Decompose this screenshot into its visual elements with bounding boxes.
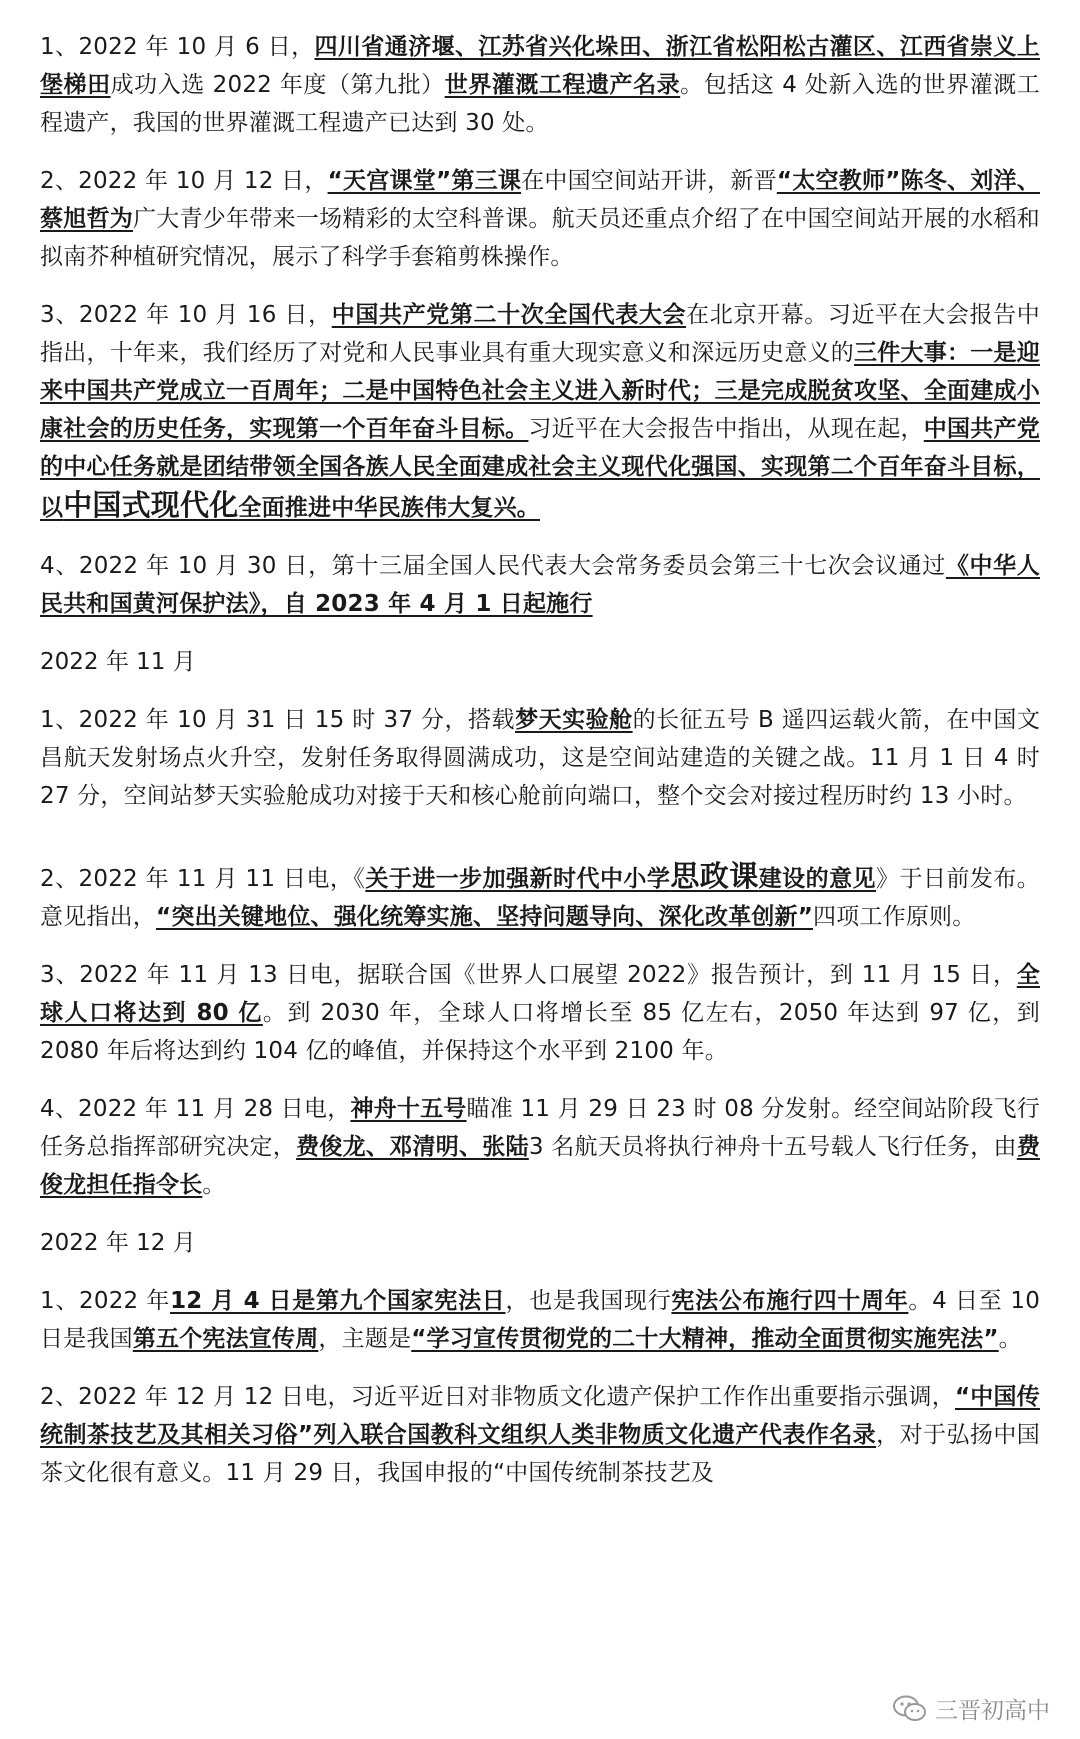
key-point: 三件大事：一是迎来中国共产党成立一百周年；二是中国特色社会主义进入新时代；三是完成脱贫攻坚、全面建成小康社会的历史任务，实现第一个百年奋斗目标。 bbox=[40, 340, 1040, 442]
key-point: 宪法公布施行四十周年 bbox=[671, 1288, 909, 1314]
key-point: “天宫课堂”第三课 bbox=[327, 168, 522, 194]
key-point: 中国共产党第二十次全国代表大会 bbox=[331, 302, 687, 328]
key-point: 12 月 4 日是第九个国家宪法日 bbox=[170, 1288, 506, 1314]
key-point: 全球人口将达到 80 亿 bbox=[40, 962, 1040, 1026]
item-dec-2: 2、2022 年 12 月 12 日电，习近平近日对非物质文化遗产保护工作作出重要指示强调，“中国传统制茶技艺及其相关习俗”列入联合国教科文组织人类非物质文化遗产代表作名录，对于弘扬中国茶文化很有意义。11 月 29 日，我国申报的“中国传统制茶技艺及 bbox=[40, 1384, 1040, 1486]
key-point: “中国传统制茶技艺及其相关习俗”列入联合国教科文组织人类非物质文化遗产代表作名录 bbox=[40, 1384, 1040, 1448]
key-point: 梦天实验舱 bbox=[515, 707, 633, 733]
wechat-icon bbox=[893, 1695, 927, 1723]
key-point: 四川省通济堰、江苏省兴化垛田、浙江省松阳松古灌区、江西省崇义上堡梯田 bbox=[40, 34, 1040, 98]
key-point: 《中华人民共和国黄河保护法》，自 2023 年 4 月 1 日起施行 bbox=[40, 553, 1040, 617]
key-point: 费俊龙担任指令长 bbox=[40, 1134, 1041, 1198]
item-oct-3: 3、2022 年 10 月 16 日，中国共产党第二十次全国代表大会在北京开幕。习近平在大会报告中指出，十年来，我们经历了对党和人民事业具有重大现实意义和深远历史意义的三件大事：一是迎来中国共产党成立一百周年；二是中国特色社会主义进入新时代；三是完成脱贫攻坚、全面建成小康社会的历史任务，实现第一个百年奋斗目标。习近平在大会报告中指出，从现在起，中国共产党的中心任务就是团结带领全国各族人民全面建成社会主义现代化强国、实现第二个百年奋斗目标，以中国式现代化全面推进中华民族伟大复兴。 bbox=[40, 302, 1041, 522]
item-oct-4: 4、2022 年 10 月 30 日，第十三届全国人民代表大会常务委员会第三十七次会议通过《中华人民共和国黄河保护法》，自 2023 年 4 月 1 日起施行 bbox=[40, 553, 1040, 617]
document-page bbox=[40, 28, 1040, 1512]
key-point: 关于进一步加强新时代中小学思政课建设的意见 bbox=[365, 859, 877, 893]
item-dec-1: 1、2022 年12 月 4 日是第九个国家宪法日，也是我国现行宪法公布施行四十周年。4 日至 10 日是我国第五个宪法宣传周，主题是“学习宣传贯彻党的二十大精神，推动全面贯彻实施宪法”。 bbox=[40, 1288, 1041, 1352]
key-point: “太空教师”陈冬、刘洋、蔡旭哲为 bbox=[40, 168, 1040, 232]
spacer bbox=[40, 835, 1040, 857]
month-heading-dec: 2022 年 12 月 bbox=[40, 1230, 196, 1256]
item-nov-3: 3、2022 年 11 月 13 日电，据联合国《世界人口展望 2022》报告预计，到 11 月 15 日，全球人口将达到 80 亿。到 2030 年，全球人口将增长至 85 亿左右，2050 年达到 97 亿，到 2080 年后将达到约 104 亿的峰值，并保持这个水平到 2100 年。 bbox=[40, 962, 1040, 1064]
key-point: 第五个宪法宣传周 bbox=[132, 1326, 319, 1352]
item-oct-1: 1、2022 年 10 月 6 日，四川省通济堰、江苏省兴化垛田、浙江省松阳松古灌区、江西省崇义上堡梯田成功入选 2022 年度（第九批）世界灌溉工程遗产名录。包括这 4 处新入选的世界灌溉工程遗产，我国的世界灌溉工程遗产已达到 30 处。 bbox=[40, 34, 1041, 136]
watermark-text: 三晋初高中 bbox=[935, 1698, 1050, 1724]
key-point: “学习宣传贯彻党的二十大精神，推动全面贯彻实施宪法” bbox=[411, 1326, 999, 1352]
watermark bbox=[893, 1692, 1050, 1725]
item-nov-2: 2、2022 年 11 月 11 日电，《关于进一步加强新时代中小学思政课建设的意见》于日前发布。意见指出，“突出关键地位、强化统筹实施、坚持问题导向、深化改革创新”四项工作原则。 bbox=[40, 859, 1040, 930]
item-oct-2: 2、2022 年 10 月 12 日，“天宫课堂”第三课在中国空间站开讲，新晋“太空教师”陈冬、刘洋、蔡旭哲为广大青少年带来一场精彩的太空科普课。航天员还重点介绍了在中国空间站开展的水稻和拟南芥种植研究情况，展示了科学手套箱剪株操作。 bbox=[40, 168, 1040, 270]
key-point: 世界灌溉工程遗产名录 bbox=[444, 72, 681, 98]
month-heading-nov: 2022 年 11 月 bbox=[40, 649, 196, 675]
key-point: 神舟十五号 bbox=[350, 1096, 467, 1122]
item-nov-1: 1、2022 年 10 月 31 日 15 时 37 分，搭载梦天实验舱的长征五号 B 遥四运载火箭，在中国文昌航天发射场点火升空，发射任务取得圆满成功，这是空间站建造的关键之战。11 月 1 日 4 时 27 分，空间站梦天实验舱成功对接于天和核心舱前向端口，整个交会对接过程历时约 13 小时。 bbox=[40, 707, 1041, 809]
key-point: 中国共产党的中心任务就是团结带领全国各族人民全面建成社会主义现代化强国、实现第二个百年奋斗目标，以中国式现代化全面推进中华民族伟大复兴。 bbox=[40, 416, 1041, 522]
key-point: 费俊龙、邓清明、张陆 bbox=[296, 1134, 529, 1160]
key-point: “突出关键地位、强化统筹实施、坚持问题导向、深化改革创新” bbox=[156, 904, 814, 930]
item-nov-4: 4、2022 年 11 月 28 日电，神舟十五号瞄准 11 月 29 日 23 时 08 分发射。经空间站阶段飞行任务总指挥部研究决定，费俊龙、邓清明、张陆3 名航天员将执行神舟十五号载人飞行任务，由费俊龙担任指令长。 bbox=[40, 1096, 1041, 1198]
